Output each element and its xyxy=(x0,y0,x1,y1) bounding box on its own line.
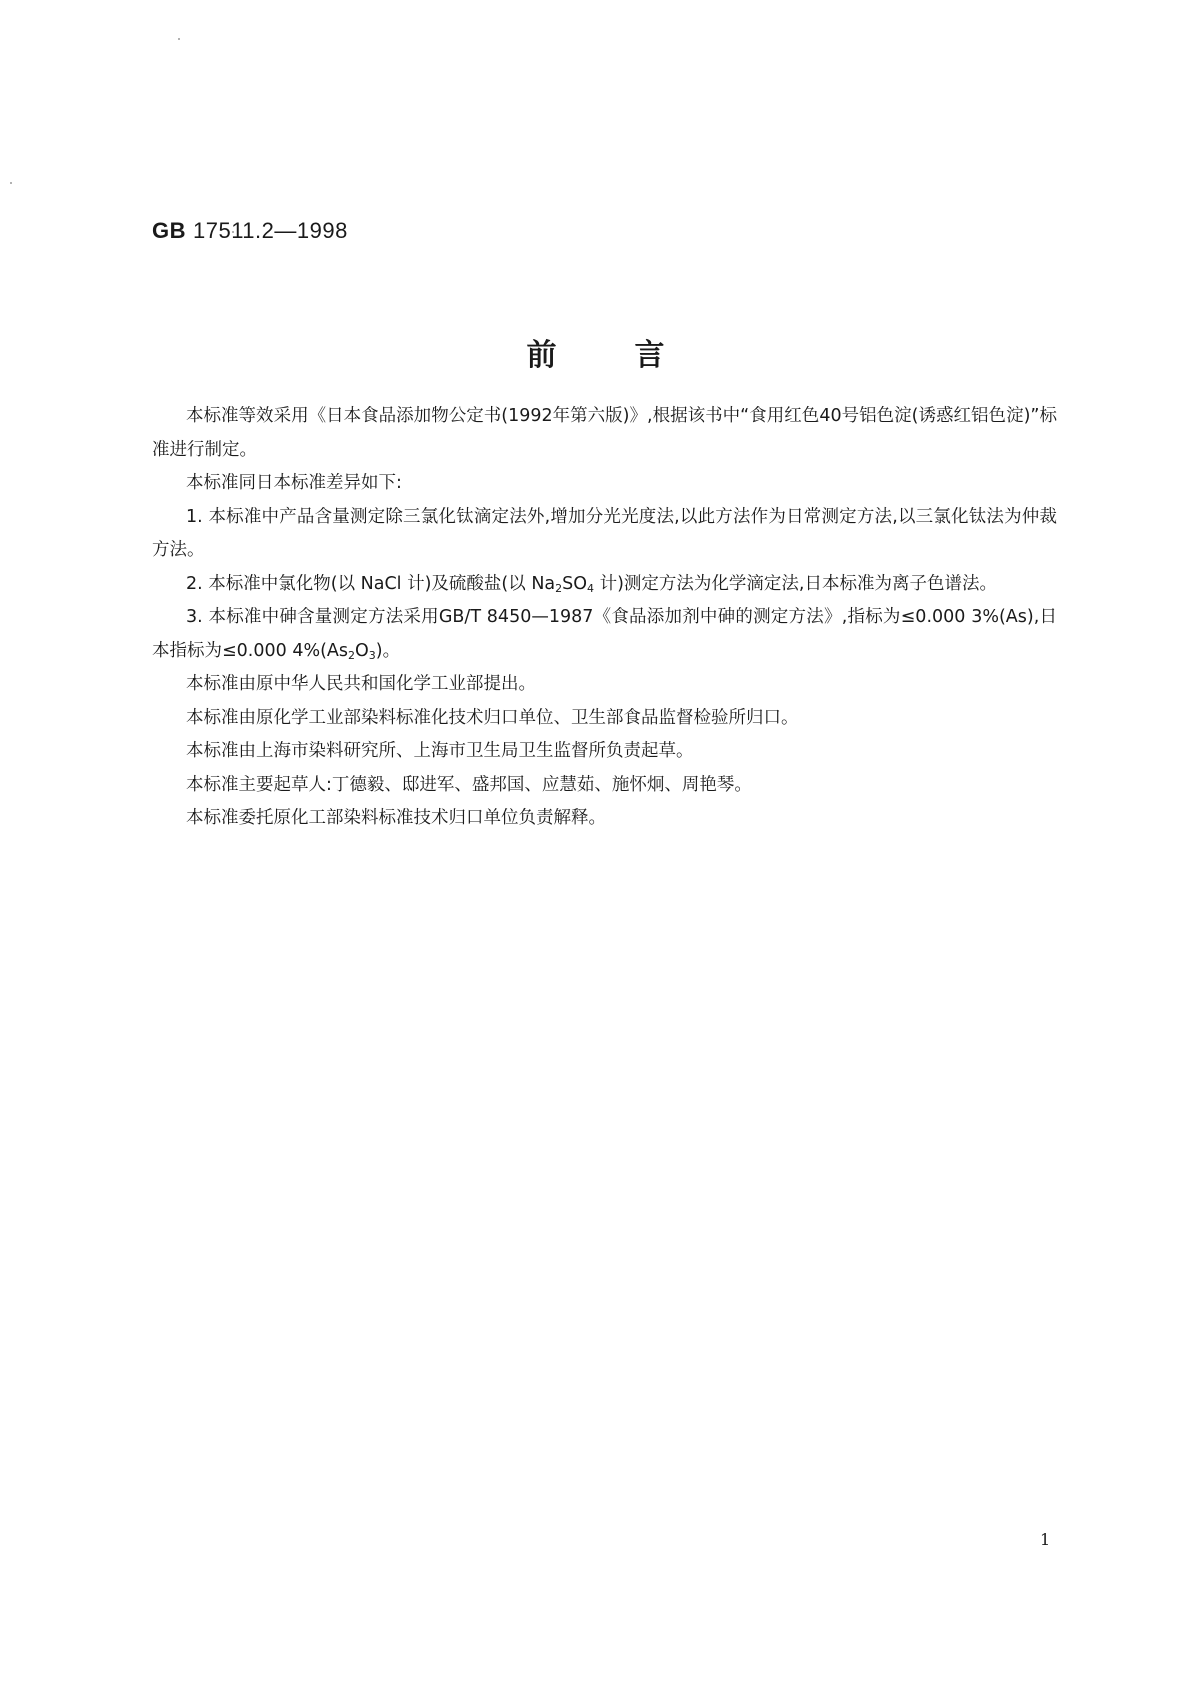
paragraph-difference-1: 1. 本标准中产品含量测定除三氯化钛滴定法外,增加分光光度法,以此方法作为日常测定方法,以三氯化钛法为仲裁方法。 xyxy=(152,506,1057,560)
paragraph-centralized-by: 本标准由原化学工业部染料标准化技术归口单位、卫生部食品监督检验所归口。 xyxy=(186,707,799,728)
paragraph-difference-2: 2. 本标准中氯化物(以 NaCl 计)及硫酸盐(以 $Na_2SO_4$ 计)测定方法为化学滴定法,日本标准为离子色谱法。 xyxy=(186,573,997,595)
scan-speck xyxy=(178,38,180,40)
page-number: 1 xyxy=(1040,1530,1051,1549)
scan-speck xyxy=(10,182,12,184)
standard-code xyxy=(152,218,348,244)
paragraph-interpretation: 本标准委托原化工部染料标准技术归口单位负责解释。 xyxy=(186,808,606,828)
standard-code-prefix: GB xyxy=(152,218,186,243)
paragraph-drafters: 本标准主要起草人:丁德毅、邸进军、盛邦国、应慧茹、施怀炯、周艳琴。 xyxy=(186,774,752,795)
paragraph-adoption: 本标准等效采用《日本食品添加物公定书(1992年第六版)》,根据该书中“食用红色40号铝色淀(诱惑红铝色淀)”标准进行制定。 xyxy=(152,406,1057,460)
page-title: 前言 xyxy=(526,338,743,373)
foreword-body xyxy=(152,400,1057,836)
paragraph-differences-intro: 本标准同日本标准差异如下: xyxy=(186,473,402,493)
standard-code-number: 17511.2—1998 xyxy=(193,218,348,243)
paragraph-proposer: 本标准由原中华人民共和国化学工业部提出。 xyxy=(186,674,536,694)
paragraph-drafting-units: 本标准由上海市染料研究所、上海市卫生局卫生监督所负责起草。 xyxy=(186,741,694,761)
paragraph-difference-3: 3. 本标准中砷含量测定方法采用GB/T 8450—1987《食品添加剂中砷的测定方法》,指标为≤0.000 3%(As),日本指标为≤0.000 $4\%(As_2O_3)$。 xyxy=(152,607,1057,662)
